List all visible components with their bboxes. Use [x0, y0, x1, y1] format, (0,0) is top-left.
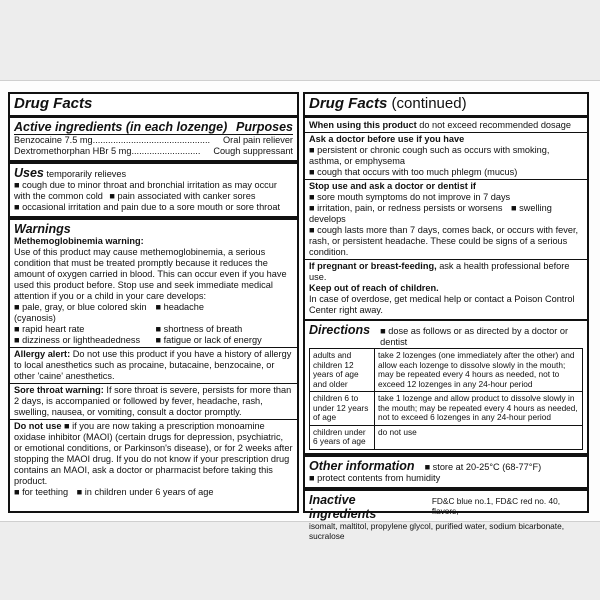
other-info-item: ■ protect contents from humidity — [309, 473, 583, 484]
stop-use-item: ■ swelling develops — [309, 203, 552, 224]
active-ingredients-heading: Active ingredients (in each lozenge) — [14, 120, 228, 134]
keep-out-of-reach: Keep out of reach of children. — [309, 283, 439, 293]
do-not-use-title: Do not use — [14, 421, 62, 431]
ask-doctor-item: ■ persistent or chronic cough such as occurs with smoking, asthma, or emphysema — [309, 145, 583, 167]
ask-doctor-item: ■ cough that occurs with too much phlegm (mucus) — [309, 167, 583, 178]
do-not-use-item: ■ for teething — [14, 487, 68, 497]
stop-use-title: Stop use and ask a doctor or dentist if — [309, 181, 476, 191]
drug-facts-right-column — [303, 92, 589, 541]
overdose-text: In case of overdose, get medical help or contact a Poison Control Center right away. — [309, 294, 575, 315]
directions-section — [305, 321, 587, 457]
do-not-use-item: ■ in children under 6 years of age — [77, 487, 214, 497]
do-not-use-extra — [14, 487, 293, 498]
allergy-alert — [14, 349, 293, 382]
symptom-item: ■ fatigue or lack of energy — [156, 335, 294, 346]
inactive-ingredients-section — [305, 491, 587, 544]
dose-cell: do not use — [375, 425, 583, 449]
symptom-item: ■ headache — [156, 302, 294, 324]
warnings-section — [10, 220, 297, 501]
leader-dots: ........................... — [131, 146, 201, 156]
symptom-item: ■ shortness of breath — [156, 324, 294, 335]
uses-item-row — [14, 191, 293, 202]
allergy-alert-text: Do not use this product if you have a history of allergy to local anesthetics such as procaine, butacaine, benzocaine, or other 'caine' anesthetics. — [14, 349, 292, 381]
directions-intro: ■ dose as follows or as directed by a doctor or dentist — [380, 326, 583, 348]
stop-use-item: ■ irritation, pain, or redness persists or worsens — [309, 203, 502, 213]
directions-heading: Directions — [309, 323, 371, 337]
drug-facts-title-section — [10, 94, 297, 118]
inactive-ingredients-text: FD&C blue no.1, FD&C red no. 40, flavors, — [431, 495, 561, 516]
directions-table — [309, 348, 583, 450]
when-using-title: When using this product — [309, 120, 417, 130]
table-row — [310, 392, 583, 426]
other-information-section — [305, 457, 587, 491]
purposes-heading: Purposes — [236, 120, 293, 134]
drug-facts-continued-title-section — [305, 94, 587, 118]
dose-cell: take 1 lozenge and allow product to dissolve slowly in the mouth; may be repeated every 4 hours as needed, not to exceed 6 lozenges in any 24-hour period — [375, 392, 583, 426]
stop-use-item: ■ sore mouth symptoms do not improve in 7 days — [309, 192, 583, 203]
directions-header-row — [309, 323, 583, 348]
uses-intro: temporarily relieves — [46, 169, 127, 179]
table-row — [310, 425, 583, 449]
pregnancy-warning — [309, 261, 583, 283]
allergy-alert-title: Allergy alert: — [14, 349, 71, 359]
when-using — [309, 120, 583, 131]
uses-item: with the common cold — [14, 191, 103, 201]
continued-warnings-section — [305, 118, 587, 321]
other-info-item: ■ store at 20-25°C (68-77°F) — [425, 462, 542, 473]
active-item-name: Benzocaine 7.5 mg — [14, 135, 93, 145]
pregnancy-title: If pregnant or breast-feeding, — [309, 261, 437, 271]
uses-item: ■ pain associated with canker sores — [109, 191, 255, 201]
other-info-row — [309, 459, 583, 473]
uses-item: ■ cough due to minor throat and bronchial irritation as may occur — [14, 180, 293, 191]
active-item-name: Dextromethorphan HBr 5 mg — [14, 146, 132, 156]
symptom-item: ■ dizziness or lightheadedness — [14, 335, 152, 346]
inactive-ingredients-text-2: isomalt, maltitol, propylene glycol, purified water, sodium bicarbonate, sucralose — [309, 520, 565, 541]
sore-throat-title: Sore throat warning: — [14, 385, 104, 395]
drug-facts-continued-title: Drug Facts — [309, 95, 388, 112]
symptoms-list — [14, 302, 293, 346]
uses-section — [10, 164, 297, 220]
active-header-row — [14, 120, 293, 135]
dose-cell: take 2 lozenges (one immediately after the other) and allow each lozenge to dissolve slowly in the mouth; may be repeated every 4 hours as needed, not to exceed 12 lozenges in any 24-hour period — [375, 349, 583, 392]
sore-throat-text: If sore throat is severe, persists for more than 2 days, is accompanied or followed by fever, headache, rash, swelling, nausea, or vomiting, consult a doctor promptly. — [14, 385, 292, 417]
do-not-use-text: ■ if you are now taking a prescription monoamine oxidase inhibitor (MAOI) (certain drugs for depression, psychiatric, or emotional conditions, or Parkinson's disease), or for 2 weeks after stopping the MAOI drug. If you do not know if your prescription drug contains an MAOI, ask a doctor or pharmacist before taking this product. — [14, 421, 293, 486]
other-information-heading: Other information — [309, 458, 415, 473]
active-ingredients-section — [10, 118, 297, 164]
drug-facts-left-column — [8, 92, 299, 513]
uses-heading: Uses — [14, 166, 44, 180]
uses-item: ■ occasional irritation and pain due to a sore mouth or sore throat — [14, 202, 293, 213]
age-cell: adults and children 12 years of age and older — [310, 349, 375, 392]
panel-top-edge — [0, 80, 600, 81]
active-item-purpose: Cough suppressant — [213, 146, 293, 156]
active-item — [14, 146, 293, 157]
stop-use-item-row — [309, 203, 583, 225]
table-row — [310, 349, 583, 392]
drug-facts-title: Drug Facts — [14, 95, 93, 112]
sore-throat-warning — [14, 385, 293, 418]
do-not-use — [14, 421, 293, 487]
active-item — [14, 135, 293, 146]
inactive-ingredients-heading: Inactive ingredients — [309, 492, 377, 521]
continued-label: (continued) — [391, 95, 467, 112]
inactive-header-row — [309, 493, 583, 521]
symptom-item: ■ pale, gray, or blue colored skin (cyanosis) — [14, 302, 152, 324]
methemoglobinemia-title: Methemoglobinemia warning: — [14, 236, 144, 246]
methemoglobinemia-text: Use of this product may cause methemoglobinemia, a serious condition that must be treated promptly because it reduces the amount of oxygen carried in blood. This can occur even if you have used this product before. Stop use and seek immediate medical attention if you or a child in your care develops: — [14, 247, 287, 301]
stop-use-item: ■ cough lasts more than 7 days, comes back, or occurs with fever, rash, or persistent headache. These could be signs of a serious condition. — [309, 225, 583, 258]
age-cell: children 6 to under 12 years of age — [310, 392, 375, 426]
active-item-purpose: Oral pain reliever — [223, 135, 293, 145]
ask-doctor-title: Ask a doctor before use if you have — [309, 134, 465, 144]
when-using-text: do not exceed recommended dosage — [419, 120, 571, 130]
pregnancy-text: ask a health professional before use. — [309, 261, 570, 282]
age-cell: children under 6 years of age — [310, 425, 375, 449]
leader-dots: .............................................. — [92, 135, 211, 145]
symptom-item: ■ rapid heart rate — [14, 324, 152, 335]
warnings-heading: Warnings — [14, 222, 71, 236]
